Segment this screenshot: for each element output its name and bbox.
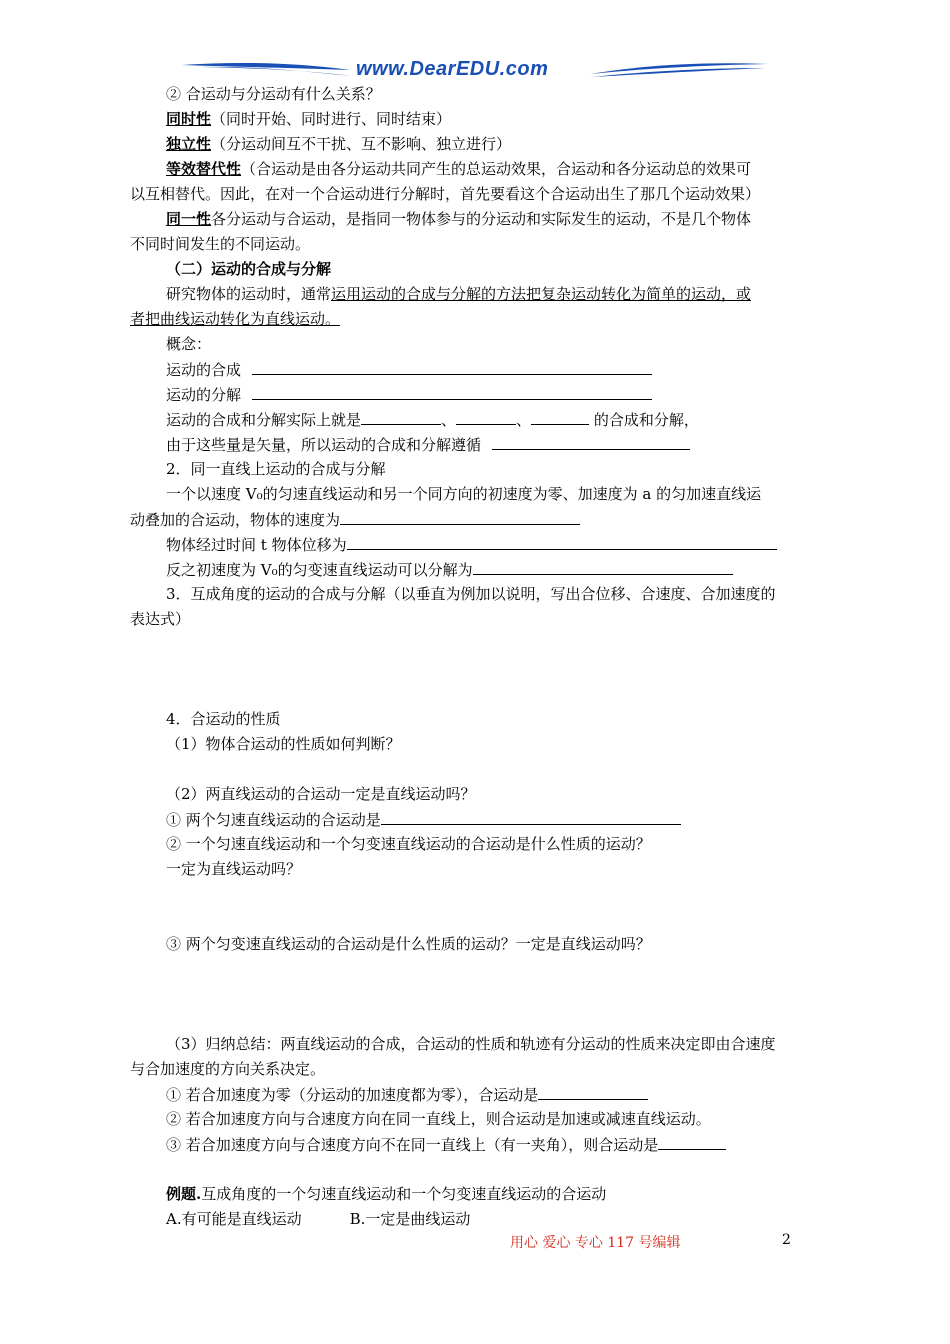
composition-blank[interactable] xyxy=(252,359,652,375)
line-simultaneity xyxy=(166,109,451,129)
term-equivalence: 等效替代性 xyxy=(166,160,242,178)
vector-rule-text: 由于这些量是矢量，所以运动的合成和分解遵循 xyxy=(166,436,482,454)
study-intro-plain: 研究物体的运动时，通常 xyxy=(166,285,332,303)
line-relation-question: ② 合运动与分运动有什么关系？ xyxy=(166,85,381,103)
example-text: 互成角度的一个匀速直线运动和一个匀变速直线运动的合运动 xyxy=(201,1185,607,1203)
question-judge-nature: （1）物体合运动的性质如何判断？ xyxy=(166,735,401,753)
displacement-text: 物体经过时间 t 物体位移为 xyxy=(166,536,347,554)
essence-blank-2[interactable] xyxy=(456,409,516,425)
essence-sep-1: 、 xyxy=(441,411,457,429)
decomposition-label: 运动的分解 xyxy=(166,386,242,404)
line-summary-cont: 与合加速度的方向关系决定。 xyxy=(130,1060,326,1078)
question-two-variable: ③ 两个匀变速直线运动的合运动是什么性质的运动？一定是直线运动吗？ xyxy=(166,935,651,953)
line-decomposition-def xyxy=(166,384,652,405)
line-composition-def xyxy=(166,359,652,380)
two-uniform-text: ① 两个匀速直线运动的合运动是 xyxy=(166,811,381,829)
decomposition-blank[interactable] xyxy=(252,384,652,400)
line-case-zero-accel xyxy=(166,1084,648,1105)
term-independence: 独立性 xyxy=(166,135,212,153)
section-heading-composition: （二）运动的合成与分解 xyxy=(166,260,332,278)
line-case-angle xyxy=(166,1134,726,1155)
line-summary: （3）归纳总结：两直线运动的合成，合运动的性质和轨迹有分运动的性质来决定即由合速度 xyxy=(166,1035,776,1053)
study-intro-underlined: 运用运动的合成与分解的方法把复杂运动转化为简单的运动，或 xyxy=(331,285,752,303)
independence-desc: （分运动间互不干扰、互不影响、独立进行） xyxy=(211,135,512,153)
line-study-intro xyxy=(166,284,751,304)
line-identity-cont: 不同时间发生的不同运动。 xyxy=(130,235,311,253)
reverse-blank[interactable] xyxy=(473,559,733,575)
essence-blank-3[interactable] xyxy=(531,409,589,425)
essence-text: 运动的合成和分解实际上就是 xyxy=(166,411,362,429)
option-b: B.一定是曲线运动 xyxy=(349,1210,471,1228)
line-equivalence-cont: 以互相替代。因此，在对一个合运动进行分解时，首先要看这个合运动出生了那几个运动效果） xyxy=(130,185,761,203)
example-question xyxy=(166,1184,606,1204)
line-independence xyxy=(166,134,511,154)
example-label: 例题. xyxy=(166,1185,202,1203)
line-two-uniform xyxy=(166,809,681,830)
subheading-same-line: 2．同一直线上运动的合成与分解 xyxy=(166,460,386,478)
reverse-text: 反之初速度为 V₀的匀变速直线运动可以分解为 xyxy=(166,561,473,579)
vector-rule-blank[interactable] xyxy=(492,434,690,450)
term-simultaneity: 同时性 xyxy=(166,110,212,128)
term-identity: 同一性 xyxy=(166,210,212,228)
velocity-blank[interactable] xyxy=(340,509,580,525)
line-identity xyxy=(166,209,751,229)
line-reverse-decompose xyxy=(166,559,733,580)
line-uniform-plus-accel: 一个以速度 V₀的匀速直线运动和另一个同方向的初速度为零、加速度为 a 的匀加速直线运 xyxy=(166,485,762,503)
velocity-text: 动叠加的合运动，物体的速度为 xyxy=(130,511,341,529)
page-number: 2 xyxy=(782,1232,791,1248)
two-uniform-blank[interactable] xyxy=(381,809,681,825)
equivalence-desc: （合运动是由各分运动共同产生的总运动效果，合运动和各分运动总的效果可 xyxy=(241,160,752,178)
line-case-same-direction: ② 若合加速度方向与合速度方向在同一直线上，则合运动是加速或减速直线运动。 xyxy=(166,1110,711,1128)
line-displacement xyxy=(166,534,777,555)
question-two-lines: （2）两直线运动的合运动一定是直线运动吗？ xyxy=(166,785,476,803)
essence-text-end: 的合成和分解， xyxy=(593,411,699,429)
question-must-be-line: 一定为直线运动吗？ xyxy=(166,860,302,878)
line-angle-cont: 表达式） xyxy=(130,610,191,628)
subheading-angle: 3．互成角度的运动的合成与分解（以垂直为例加以说明，写出合位移、合速度、合加速度的 xyxy=(166,585,776,603)
angle-case-text: ③ 若合加速度方向与合速度方向不在同一直线上（有一夹角），则合运动是 xyxy=(166,1136,659,1154)
example-options xyxy=(166,1209,470,1229)
essence-blank-1[interactable] xyxy=(361,409,441,425)
option-a: A.有可能是直线运动 xyxy=(166,1210,302,1228)
right-swoosh-tail xyxy=(592,68,765,77)
line-concept: 概念： xyxy=(166,335,212,353)
displacement-blank[interactable] xyxy=(347,534,777,550)
question-uniform-variable: ② 一个匀速直线运动和一个匀变速直线运动的合运动是什么性质的运动？ xyxy=(166,835,651,853)
subheading-nature: 4．合运动的性质 xyxy=(166,710,281,728)
simultaneity-desc: （同时开始、同时进行、同时结束） xyxy=(211,110,452,128)
zero-accel-text: ① 若合加速度为零（分运动的加速度都为零），合运动是 xyxy=(166,1086,539,1104)
line-velocity xyxy=(130,509,580,530)
footer-text: 用心 爱心 专心 117 号编辑 xyxy=(510,1235,681,1251)
line-vector-rule xyxy=(166,434,690,455)
essence-sep-2: 、 xyxy=(516,411,532,429)
composition-label: 运动的合成 xyxy=(166,361,242,379)
angle-case-blank[interactable] xyxy=(658,1134,726,1150)
identity-desc: 各分运动与合运动，是指同一物体参与的分运动和实际发生的运动，不是几个物体 xyxy=(211,210,752,228)
line-composition-essence xyxy=(166,409,699,430)
line-study-intro-cont: 者把曲线运动转化为直线运动。 xyxy=(130,310,341,328)
line-equivalence xyxy=(166,159,751,179)
zero-accel-blank[interactable] xyxy=(538,1084,648,1100)
header-logo-text: www.DearEDU.com xyxy=(356,58,549,80)
